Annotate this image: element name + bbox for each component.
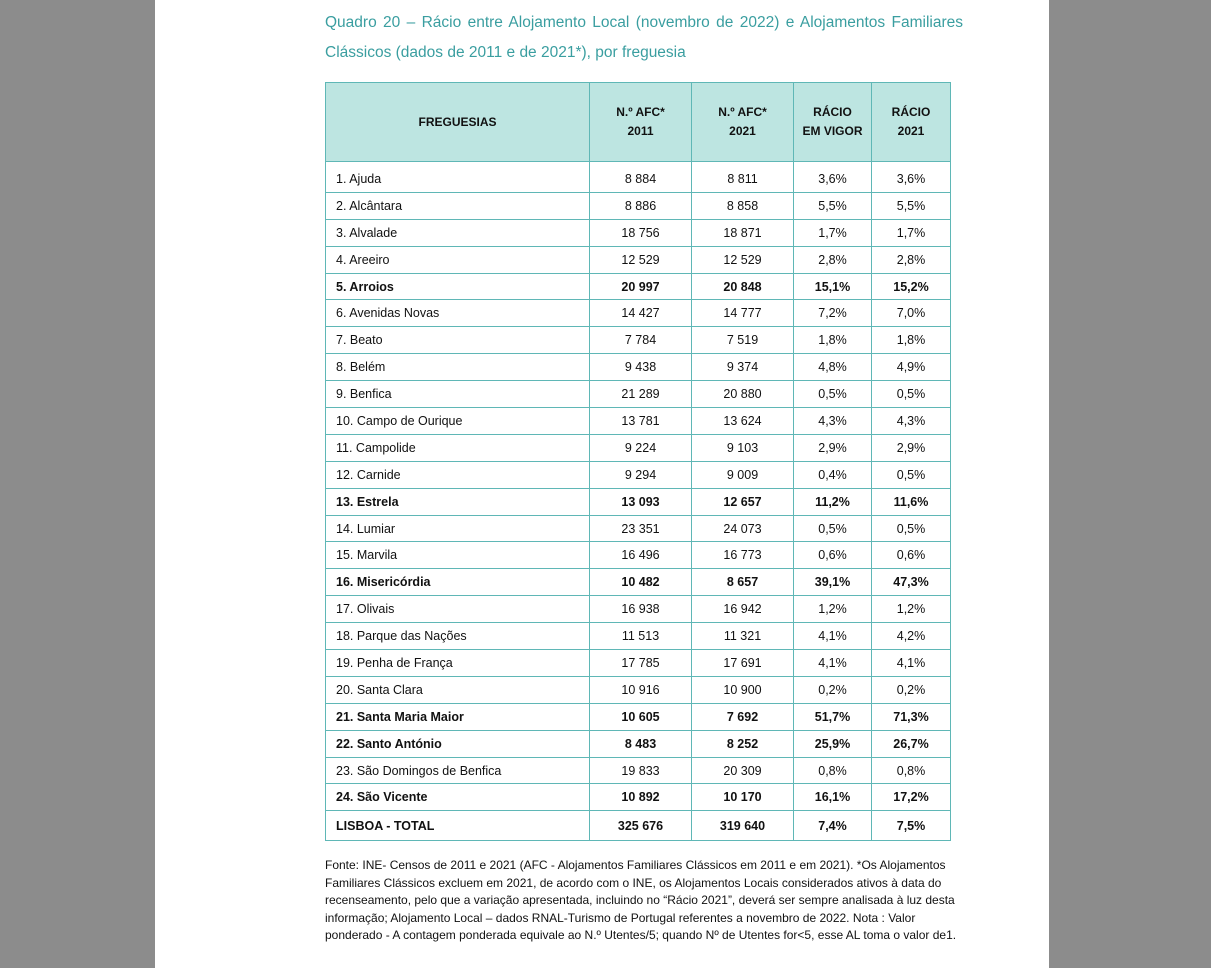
cell-racio-2021: 26,7% <box>872 730 951 757</box>
table-row <box>326 703 951 730</box>
cell-racio-2021: 1,2% <box>872 596 951 623</box>
cell-freguesia: 2. Alcântara <box>326 192 590 219</box>
cell-racio-2021: 4,2% <box>872 623 951 650</box>
cell-racio-2021: 0,5% <box>872 515 951 542</box>
cell-afc-2011: 12 529 <box>590 246 692 273</box>
cell-afc-2011: 9 294 <box>590 461 692 488</box>
cell-afc-2021: 7 519 <box>692 327 794 354</box>
cell-racio-em-vigor: 0,5% <box>794 515 872 542</box>
cell-afc-2021: 9 374 <box>692 354 794 381</box>
cell-freguesia: 10. Campo de Ourique <box>326 408 590 435</box>
table-row <box>326 596 951 623</box>
cell-racio-em-vigor: 15,1% <box>794 273 872 300</box>
cell-racio-2021: 2,9% <box>872 434 951 461</box>
cell-racio-2021: 4,9% <box>872 354 951 381</box>
cell-racio-em-vigor: 4,1% <box>794 650 872 677</box>
cell-afc-2021: 14 777 <box>692 300 794 327</box>
cell-freguesia: 16. Misericórdia <box>326 569 590 596</box>
cell-freguesia: 3. Alvalade <box>326 219 590 246</box>
cell-racio-em-vigor: 0,8% <box>794 757 872 784</box>
cell-freguesia: 9. Benfica <box>326 381 590 408</box>
cell-afc-2021: 8 811 <box>692 162 794 193</box>
cell-racio-2021: 4,3% <box>872 408 951 435</box>
table-header-row <box>326 83 951 162</box>
cell-freguesia: 14. Lumiar <box>326 515 590 542</box>
cell-afc-2021: 10 170 <box>692 784 794 811</box>
cell-freguesia: 21. Santa Maria Maior <box>326 703 590 730</box>
cell-afc-2011: 17 785 <box>590 650 692 677</box>
cell-racio-2021: 3,6% <box>872 162 951 193</box>
cell-racio-em-vigor: 1,7% <box>794 219 872 246</box>
cell-afc-2011: 10 605 <box>590 703 692 730</box>
cell-afc-2021: 20 848 <box>692 273 794 300</box>
cell-afc-2021: 24 073 <box>692 515 794 542</box>
table-row <box>326 300 951 327</box>
cell-racio-em-vigor: 4,1% <box>794 623 872 650</box>
cell-afc-2011: 8 884 <box>590 162 692 193</box>
table-row <box>326 246 951 273</box>
cell-freguesia: 23. São Domingos de Benfica <box>326 757 590 784</box>
cell-racio-em-vigor: 7,2% <box>794 300 872 327</box>
cell-afc-2021: 9 103 <box>692 434 794 461</box>
cell-afc-2011: 7 784 <box>590 327 692 354</box>
cell-racio-em-vigor: 4,8% <box>794 354 872 381</box>
document-page <box>155 0 1049 968</box>
table-row <box>326 273 951 300</box>
table-row <box>326 354 951 381</box>
cell-racio-2021: 15,2% <box>872 273 951 300</box>
cell-afc-2011: 8 886 <box>590 192 692 219</box>
cell-racio-em-vigor: 1,8% <box>794 327 872 354</box>
cell-freguesia: 19. Penha de França <box>326 650 590 677</box>
cell-afc-2021: 20 309 <box>692 757 794 784</box>
cell-racio-2021: 7,0% <box>872 300 951 327</box>
cell-freguesia: 13. Estrela <box>326 488 590 515</box>
cell-freguesia: 17. Olivais <box>326 596 590 623</box>
table-row <box>326 192 951 219</box>
cell-racio-em-vigor: 3,6% <box>794 162 872 193</box>
table-row <box>326 381 951 408</box>
cell-afc-2021: 10 900 <box>692 676 794 703</box>
cell-racio-2021: 2,8% <box>872 246 951 273</box>
cell-freguesia: 4. Areeiro <box>326 246 590 273</box>
table-total-row <box>326 811 951 841</box>
cell-afc-2011: 16 938 <box>590 596 692 623</box>
cell-freguesia: 18. Parque das Nações <box>326 623 590 650</box>
cell-afc-2011: 18 756 <box>590 219 692 246</box>
table-body <box>326 162 951 841</box>
cell-afc-2021: 9 009 <box>692 461 794 488</box>
cell-afc-2011: 9 224 <box>590 434 692 461</box>
cell-freguesia: 8. Belém <box>326 354 590 381</box>
cell-racio-em-vigor: 0,6% <box>794 542 872 569</box>
cell-afc-2011: 21 289 <box>590 381 692 408</box>
cell-racio-2021: 71,3% <box>872 703 951 730</box>
cell-afc-2011: 20 997 <box>590 273 692 300</box>
cell-racio-2021: 0,6% <box>872 542 951 569</box>
cell-freguesia: 11. Campolide <box>326 434 590 461</box>
cell-afc-2021: 16 773 <box>692 542 794 569</box>
cell-racio-em-vigor: 1,2% <box>794 596 872 623</box>
cell-afc-2021: 16 942 <box>692 596 794 623</box>
cell-racio-em-vigor: 0,4% <box>794 461 872 488</box>
table-row <box>326 461 951 488</box>
cell-racio-em-vigor: 5,5% <box>794 192 872 219</box>
table-row <box>326 434 951 461</box>
cell-total-afc-2011: 325 676 <box>590 811 692 841</box>
cell-afc-2011: 19 833 <box>590 757 692 784</box>
cell-freguesia: 12. Carnide <box>326 461 590 488</box>
cell-afc-2011: 13 093 <box>590 488 692 515</box>
cell-racio-2021: 0,5% <box>872 461 951 488</box>
cell-racio-2021: 5,5% <box>872 192 951 219</box>
cell-racio-em-vigor: 39,1% <box>794 569 872 596</box>
cell-afc-2021: 8 657 <box>692 569 794 596</box>
cell-racio-2021: 0,2% <box>872 676 951 703</box>
cell-racio-2021: 47,3% <box>872 569 951 596</box>
cell-racio-2021: 1,8% <box>872 327 951 354</box>
cell-total-afc-2021: 319 640 <box>692 811 794 841</box>
cell-freguesia: 20. Santa Clara <box>326 676 590 703</box>
cell-freguesia: 5. Arroios <box>326 273 590 300</box>
cell-afc-2011: 14 427 <box>590 300 692 327</box>
cell-racio-2021: 1,7% <box>872 219 951 246</box>
cell-afc-2011: 9 438 <box>590 354 692 381</box>
cell-racio-em-vigor: 25,9% <box>794 730 872 757</box>
cell-afc-2011: 10 916 <box>590 676 692 703</box>
header-freguesias: FREGUESIAS <box>326 83 590 162</box>
cell-freguesia: 1. Ajuda <box>326 162 590 193</box>
cell-afc-2021: 8 252 <box>692 730 794 757</box>
table-row <box>326 488 951 515</box>
cell-afc-2011: 23 351 <box>590 515 692 542</box>
header-racio-em-vigor: RÁCIO EM VIGOR <box>794 83 872 162</box>
table-row <box>326 408 951 435</box>
cell-afc-2011: 8 483 <box>590 730 692 757</box>
table-row <box>326 162 951 193</box>
cell-freguesia: 15. Marvila <box>326 542 590 569</box>
cell-afc-2021: 20 880 <box>692 381 794 408</box>
cell-total-label: LISBOA - TOTAL <box>326 811 590 841</box>
cell-racio-2021: 0,5% <box>872 381 951 408</box>
cell-racio-em-vigor: 16,1% <box>794 784 872 811</box>
cell-racio-2021: 4,1% <box>872 650 951 677</box>
cell-racio-2021: 0,8% <box>872 757 951 784</box>
cell-afc-2011: 10 482 <box>590 569 692 596</box>
header-racio-2021: RÁCIO 2021 <box>872 83 951 162</box>
cell-freguesia: 22. Santo António <box>326 730 590 757</box>
cell-afc-2021: 11 321 <box>692 623 794 650</box>
cell-afc-2011: 13 781 <box>590 408 692 435</box>
cell-racio-em-vigor: 2,8% <box>794 246 872 273</box>
cell-afc-2021: 12 529 <box>692 246 794 273</box>
table-row <box>326 542 951 569</box>
table-row <box>326 650 951 677</box>
cell-racio-em-vigor: 51,7% <box>794 703 872 730</box>
table-row <box>326 569 951 596</box>
table-row <box>326 515 951 542</box>
cell-total-racio-em-vigor: 7,4% <box>794 811 872 841</box>
cell-racio-2021: 11,6% <box>872 488 951 515</box>
cell-freguesia: 6. Avenidas Novas <box>326 300 590 327</box>
cell-afc-2011: 10 892 <box>590 784 692 811</box>
cell-racio-em-vigor: 0,5% <box>794 381 872 408</box>
cell-afc-2021: 7 692 <box>692 703 794 730</box>
table-caption: Quadro 20 – Rácio entre Alojamento Local (novembro de 2022) e Alojamentos Familiares Clássicos (dados de 2011 e de 2021*), por freguesia <box>325 14 963 61</box>
cell-afc-2021: 17 691 <box>692 650 794 677</box>
cell-total-racio-2021: 7,5% <box>872 811 951 841</box>
cell-afc-2021: 18 871 <box>692 219 794 246</box>
cell-racio-em-vigor: 2,9% <box>794 434 872 461</box>
cell-afc-2011: 16 496 <box>590 542 692 569</box>
table-row <box>326 327 951 354</box>
table-row <box>326 623 951 650</box>
header-afc-2021: N.º AFC* 2021 <box>692 83 794 162</box>
cell-racio-em-vigor: 0,2% <box>794 676 872 703</box>
cell-afc-2021: 8 858 <box>692 192 794 219</box>
table-row <box>326 730 951 757</box>
freguesias-table <box>325 82 951 841</box>
cell-afc-2011: 11 513 <box>590 623 692 650</box>
cell-racio-2021: 17,2% <box>872 784 951 811</box>
cell-freguesia: 24. São Vicente <box>326 784 590 811</box>
table-row <box>326 784 951 811</box>
table-row <box>326 757 951 784</box>
table-row <box>326 676 951 703</box>
cell-afc-2021: 13 624 <box>692 408 794 435</box>
cell-racio-em-vigor: 4,3% <box>794 408 872 435</box>
header-afc-2011: N.º AFC* 2011 <box>590 83 692 162</box>
cell-racio-em-vigor: 11,2% <box>794 488 872 515</box>
cell-freguesia: 7. Beato <box>326 327 590 354</box>
source-footnote: Fonte: INE- Censos de 2011 e 2021 (AFC - Alojamentos Familiares Clássicos em 2011 e em 2021). *Os Alojamentos Familiares Clássicos excluem em 2021, de acordo com o INE, os Alojamentos Locais considerados ativos à data do recenseamento, pelo que a variação apresentada, incluindo no “Rácio 2021”, deverá ser sempre analisada à luz desta informação; Alojamento Local – dados RNAL-Turismo de Portugal referentes a novembro de 2022. Nota : Valor ponderado - A contagem ponderada equivale ao N.º Utentes/5; quando Nº de Utentes for<5, esse AL toma o valor de1. <box>325 858 957 943</box>
table-row <box>326 219 951 246</box>
cell-afc-2021: 12 657 <box>692 488 794 515</box>
